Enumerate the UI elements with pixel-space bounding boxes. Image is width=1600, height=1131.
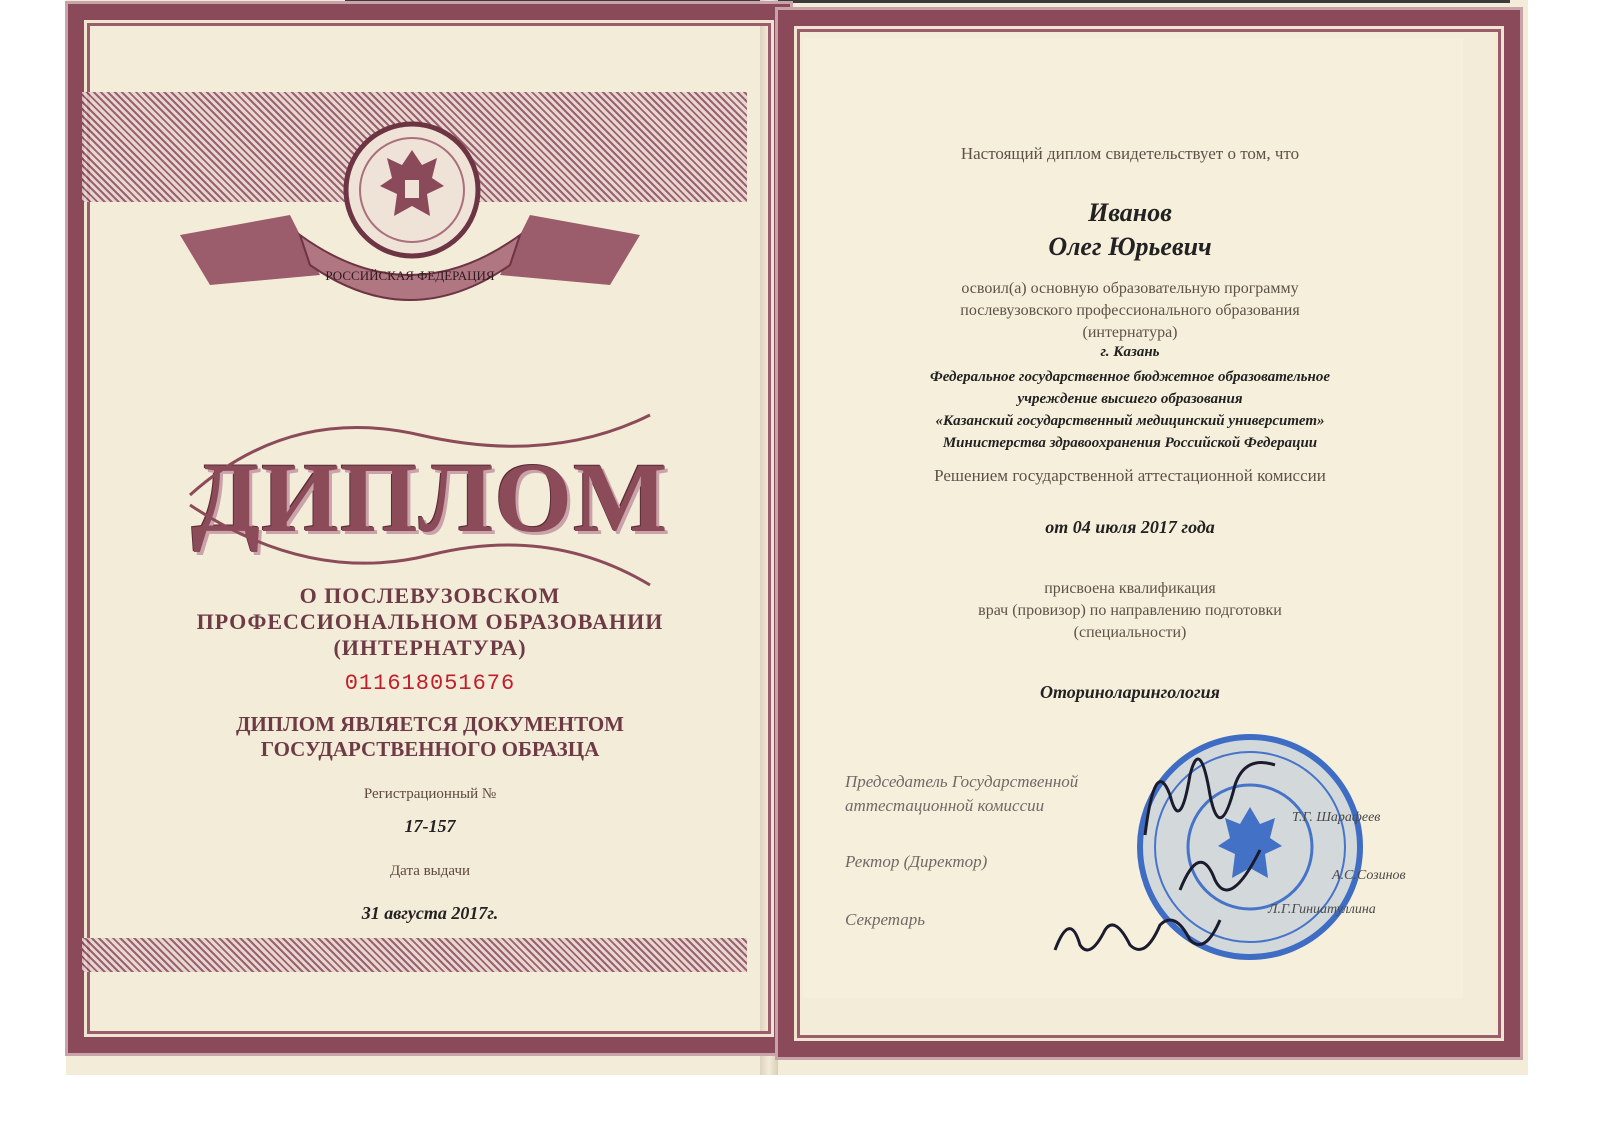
qualification-text bbox=[800, 578, 1460, 644]
secretary-signature-icon bbox=[1050, 905, 1225, 965]
role-line: аттестационной комиссии bbox=[845, 796, 1045, 815]
institution-name bbox=[800, 366, 1460, 454]
commission-decision: Решением государственной аттестационной комиссии bbox=[934, 466, 1326, 485]
issue-date: 31 августа 2017г. bbox=[361, 903, 499, 923]
program-text bbox=[800, 278, 1460, 344]
ribbon-banner bbox=[170, 195, 650, 305]
specialty: Оториноларингология bbox=[1040, 682, 1220, 702]
secretary-role: Секретарь bbox=[845, 910, 925, 929]
flourish-ornament bbox=[170, 395, 670, 595]
bottom-guilloche-band bbox=[82, 938, 747, 972]
city: г. Казань bbox=[1100, 344, 1160, 360]
state-doc-line: ГОСУДАРСТВЕННОГО ОБРАЗЦА bbox=[260, 737, 600, 761]
scan-edge bbox=[345, 0, 1510, 3]
institution-line: учреждение высшего образования bbox=[1017, 391, 1243, 407]
intro-text: Настоящий диплом свидетельствует о том, что bbox=[960, 144, 1300, 163]
program-line: послевузовского профессионального образования bbox=[960, 302, 1300, 319]
chairman-role bbox=[845, 770, 1078, 818]
state-document-note bbox=[100, 712, 760, 762]
registration-label: Регистрационный № bbox=[363, 786, 497, 802]
graduate-name bbox=[800, 196, 1460, 264]
institution-line: Федеральное государственное бюджетное образовательное bbox=[930, 369, 1330, 385]
chairman-name: Т.Г. Шарафеев bbox=[1292, 810, 1381, 825]
qualification-line: врач (провизор) по направлению подготовки bbox=[978, 602, 1282, 619]
subtitle-line: ПРОФЕССИОНАЛЬНОМ ОБРАЗОВАНИИ bbox=[196, 609, 664, 634]
given-names: Олег Юрьевич bbox=[1048, 232, 1212, 261]
secretary-name: Л.Г.Гиниатуллина bbox=[1268, 902, 1376, 917]
program-line: (интернатура) bbox=[1082, 324, 1178, 341]
subtitle-line: О ПОСЛЕВУЗОВСКОМ bbox=[299, 583, 561, 608]
qualification-line: присвоена квалификация bbox=[1044, 580, 1216, 597]
diploma-subtitle bbox=[100, 583, 760, 661]
state-doc-line: ДИПЛОМ ЯВЛЯЕТСЯ ДОКУМЕНТОМ bbox=[236, 712, 624, 736]
surname: Иванов bbox=[1088, 198, 1172, 227]
serial-number: 011618051676 bbox=[344, 671, 516, 696]
institution-line: Министерства здравоохранения Российской Федерации bbox=[942, 435, 1318, 451]
role-line: Председатель Государственной bbox=[845, 772, 1079, 791]
subtitle-line: (ИНТЕРНАТУРА) bbox=[333, 635, 527, 660]
qualification-line: (специальности) bbox=[1073, 624, 1187, 641]
rector-name: А.С.Созинов bbox=[1332, 868, 1406, 883]
institution-line: «Казанский государственный медицинский университет» bbox=[935, 413, 1325, 429]
program-line: освоил(а) основную образовательную программу bbox=[961, 280, 1299, 297]
rector-role: Ректор (Директор) bbox=[845, 852, 988, 871]
issue-date-label: Дата выдачи bbox=[389, 863, 471, 879]
registration-number: 17-157 bbox=[404, 816, 456, 836]
country-ribbon-text: РОССИЙСКАЯ ФЕДЕРАЦИЯ bbox=[325, 268, 495, 283]
diploma-title: ДИПЛОМ bbox=[191, 442, 669, 553]
decision-date: от 04 июля 2017 года bbox=[1045, 517, 1215, 537]
rector-signature-icon bbox=[1175, 830, 1265, 910]
